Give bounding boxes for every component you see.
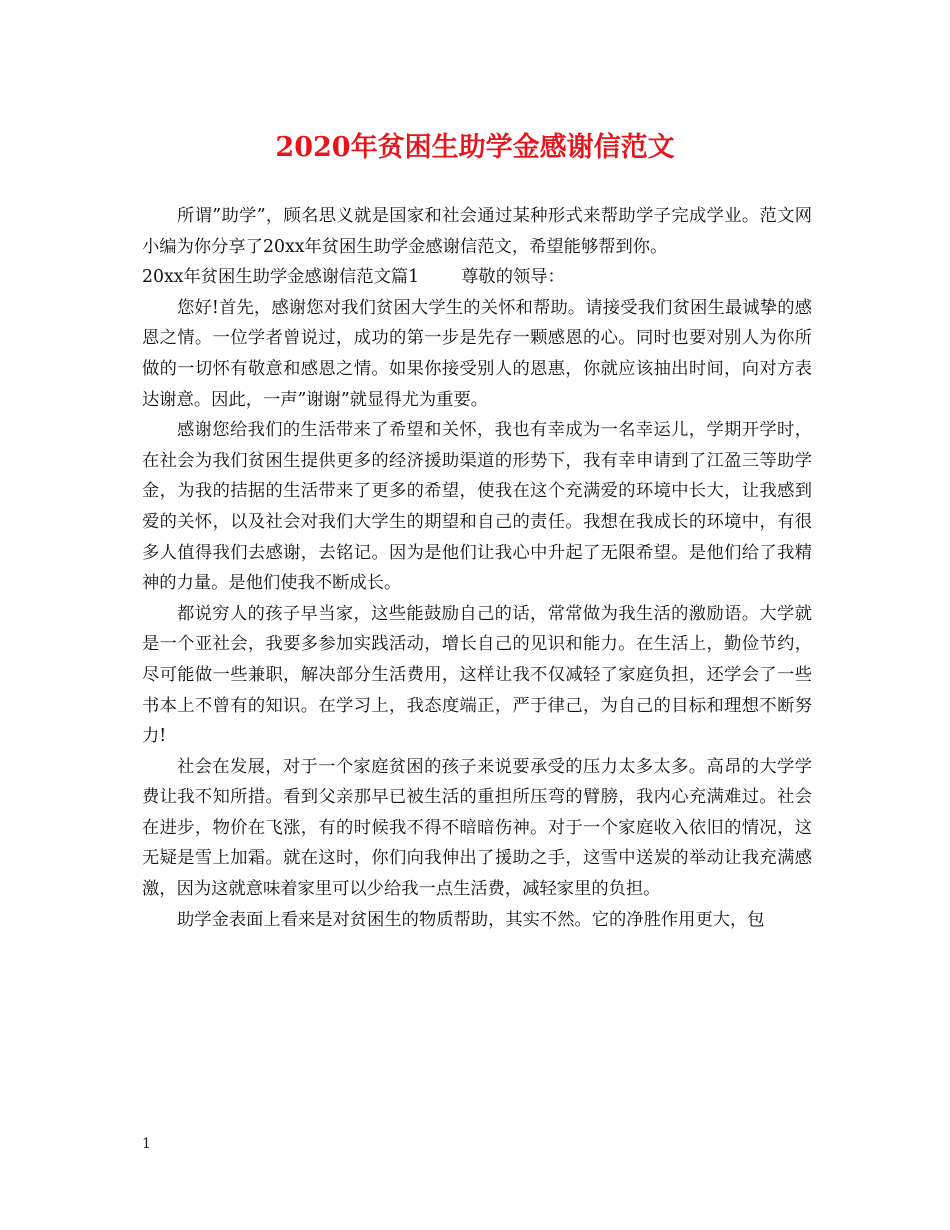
document-body bbox=[142, 201, 812, 935]
body-paragraph-4: 社会在发展，对于一个家庭贫困的孩子来说要承受的压力太多太多。高昂的大学学费让我不知所措。看到父亲那早已被生活的重担所压弯的臂膀，我内心充满难过。社会在进步，物价在飞涨，有的时候我不得不暗暗伤神。对于一个家庭收入依旧的情况，这无疑是雪上加霜。就在这时，你们向我伸出了援助之手，这雪中送炭的举动让我充满感激，因为这就意味着家里可以少给我一点生活费，减轻家里的负担。 bbox=[142, 756, 812, 900]
article-heading-line bbox=[142, 262, 812, 293]
body-paragraph-3: 都说穷人的孩子早当家，这些能鼓励自己的话，常常做为我生活的激励语。大学就是一个亚社会，我要多参加实践活动，增长自己的见识和能力。在生活上，勤俭节约，尽可能做一些兼职，解决部分生活费用，这样让我不仅减轻了家庭负担，还学会了一些书本上不曾有的知识。在学习上，我态度端正，严于律己，为自己的目标和理想不断努力! bbox=[142, 603, 812, 747]
page-number: 1 bbox=[142, 1136, 151, 1152]
body-paragraph-2: 感谢您给我们的生活带来了希望和关怀，我也有幸成为一名幸运儿，学期开学时，在社会为我们贫困生提供更多的经济援助渠道的形势下，我有幸申请到了江盈三等助学金，为我的拮据的生活带来了更多的希望，使我在这个充满爱的环境中长大，让我感到爱的关怀，以及社会对我们大学生的期望和自己的责任。我想在我成长的环境中，有很多人值得我们去感谢，去铭记。因为是他们让我心中升起了无限希望。是他们给了我精神的力量。是他们使我不断成长。 bbox=[142, 420, 812, 594]
intro-paragraph: 所谓”助学”，顾名思义就是国家和社会通过某种形式来帮助学子完成学业。范文网小编为你分享了20xx年贫困生助学金感谢信范文，希望能够帮到你。 bbox=[142, 206, 812, 257]
body-paragraph-1: 您好!首先，感谢您对我们贫困大学生的关怀和帮助。请接受我们贫困生最诚挚的感恩之情。一位学者曾说过，成功的第一步是先存一颗感恩的心。同时也要对别人为你所做的一切怀有敬意和感恩之情。如果你接受别人的恩惠，你就应该抽出时间，向对方表达谢意。因此，一声”谢谢”就显得尤为重要。 bbox=[142, 297, 812, 410]
article-heading: 20xx年贫困生助学金感谢信范文篇1 bbox=[142, 267, 420, 288]
body-paragraph-5: 助学金表面上看来是对贫困生的物质帮助，其实不然。它的净胜作用更大，包 bbox=[177, 909, 765, 930]
document-title: 2020年贫困生助学金感谢信范文 bbox=[275, 132, 675, 163]
salutation: 尊敬的领导： bbox=[461, 267, 565, 288]
